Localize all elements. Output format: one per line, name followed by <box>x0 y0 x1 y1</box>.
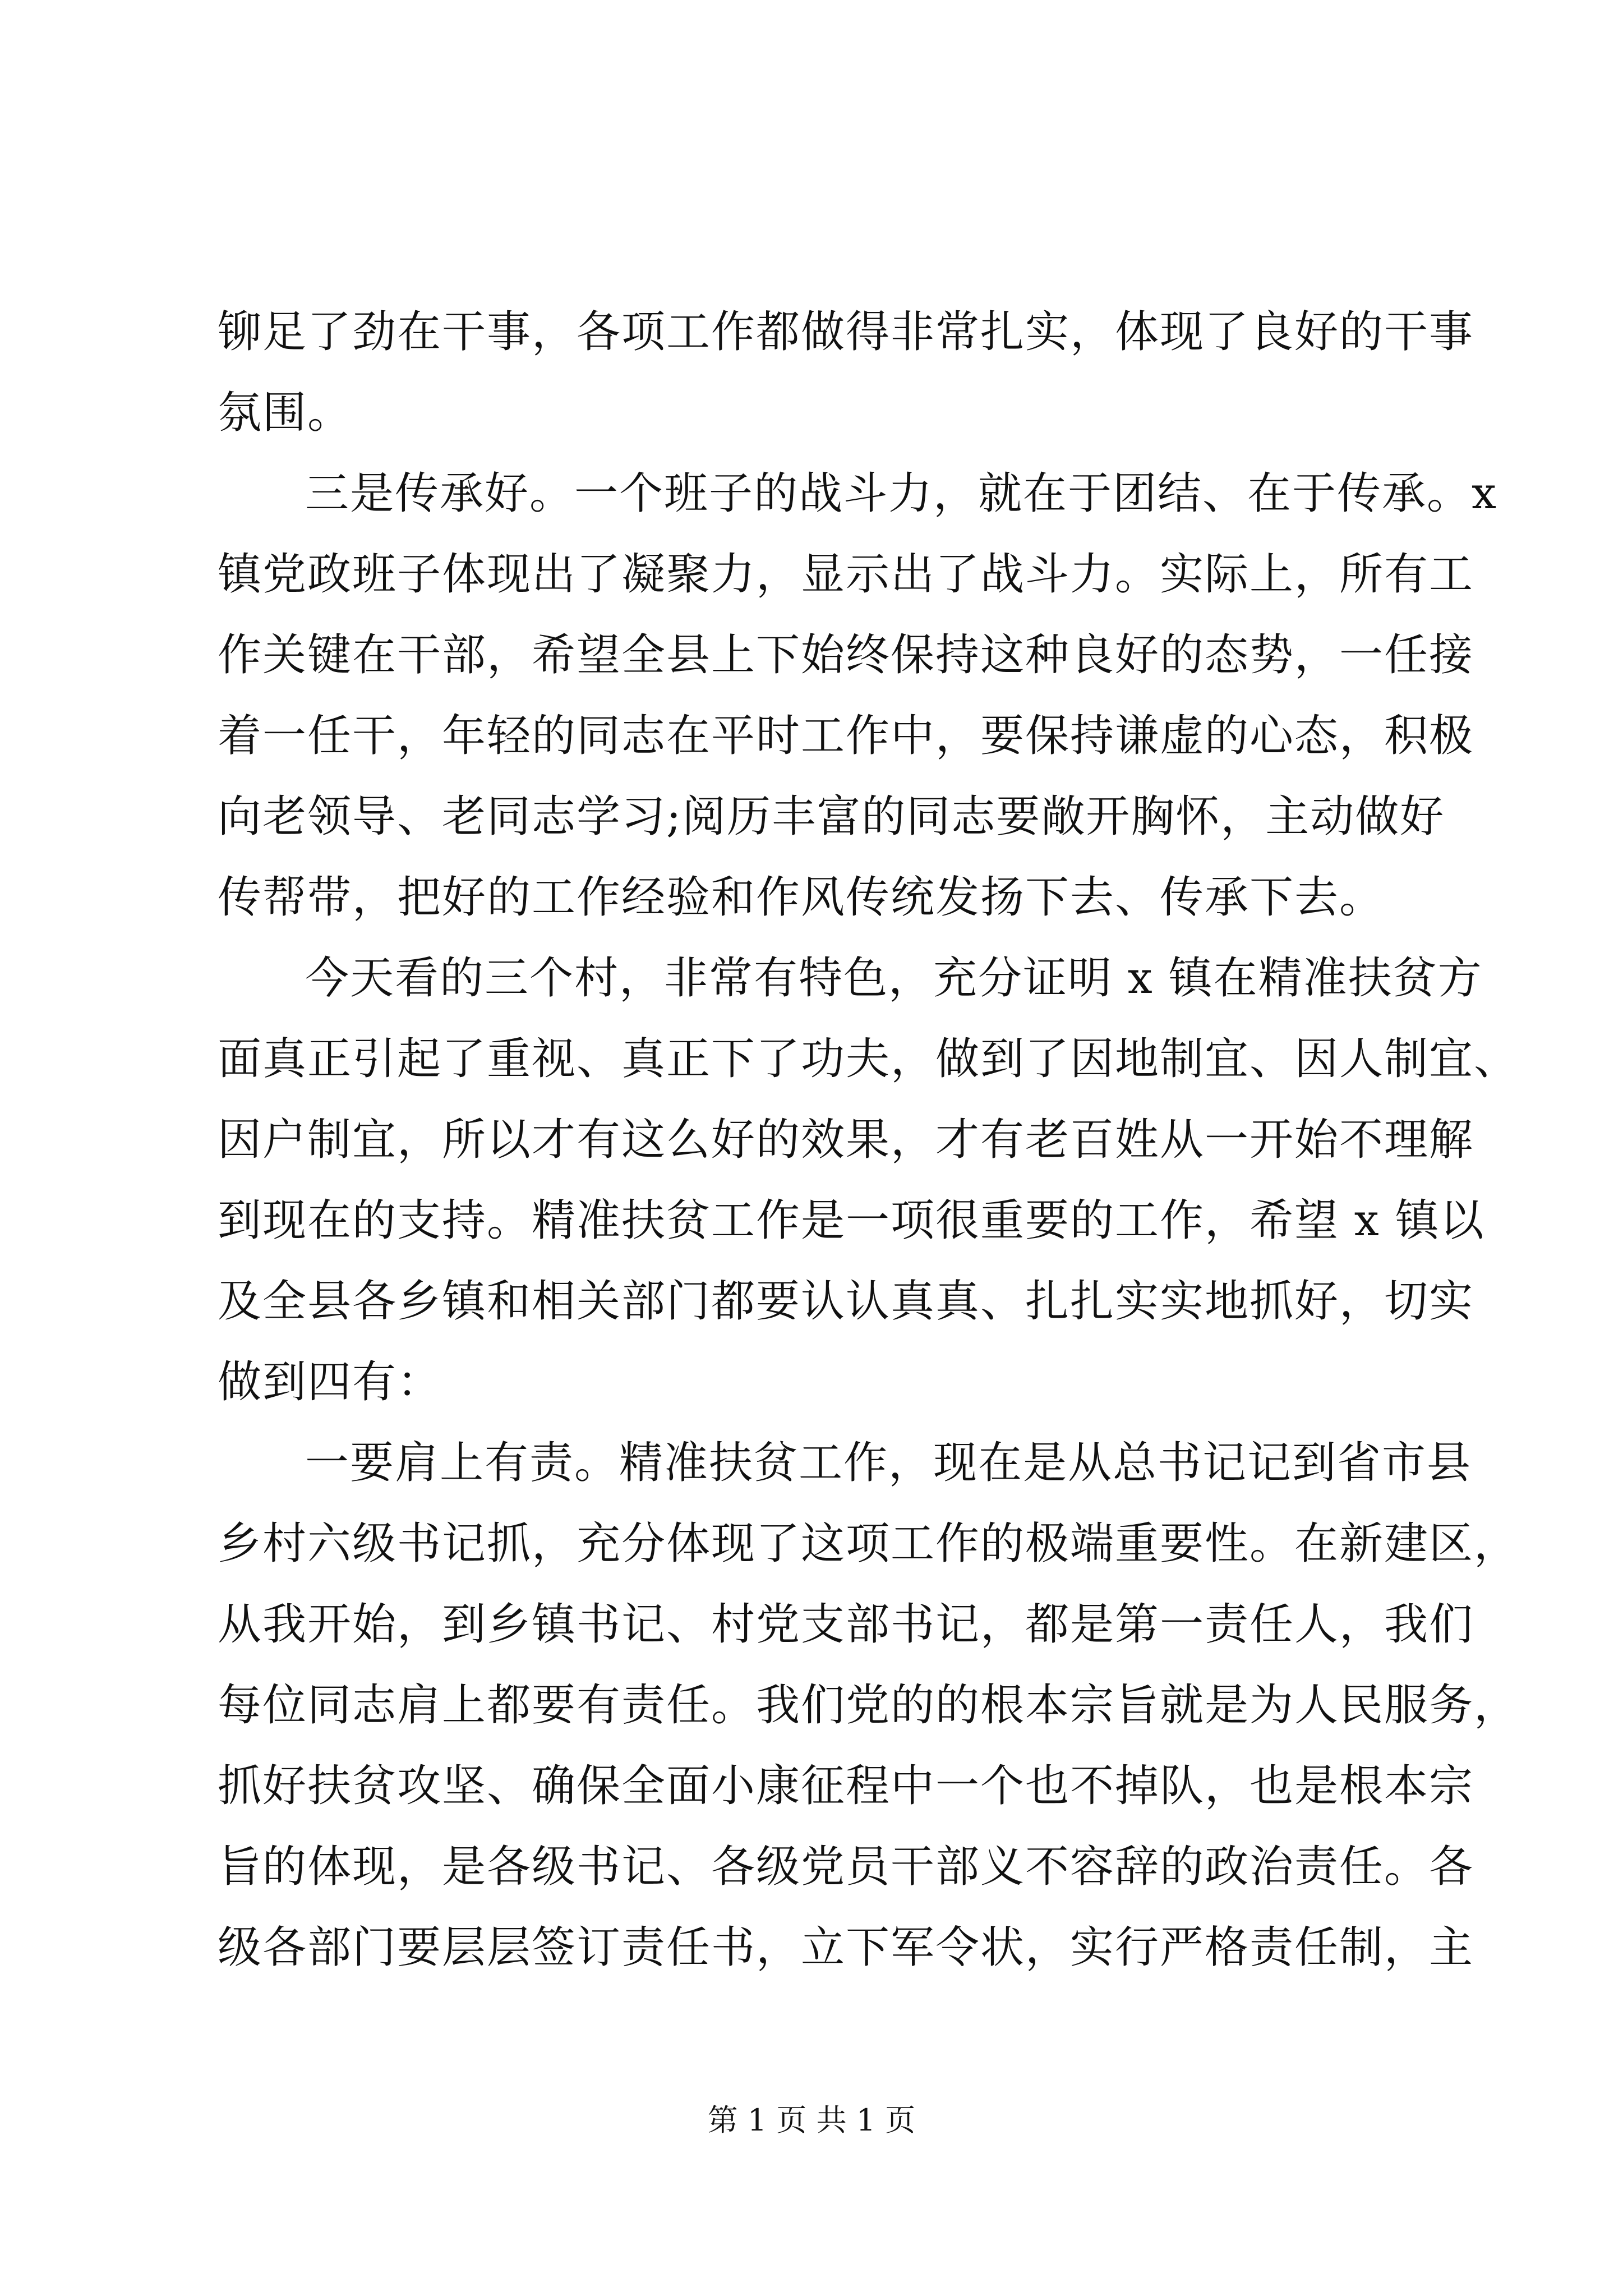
text-line: 及全县各乡镇和相关部门都要认认真真、扎扎实实地抓好，切实 <box>218 1276 1474 1327</box>
paragraph <box>218 1423 1519 1988</box>
text-line: 作关键在干部，希望全县上下始终保持这种良好的态势，一任接 <box>218 630 1474 680</box>
text-line: 做到四有： <box>218 1357 442 1407</box>
text-line: 镇党政班子体现出了凝聚力，显示出了战斗力。实际上，所有工 <box>218 549 1474 600</box>
text-line: 氛围。 <box>218 388 353 438</box>
text-line: 铆足了劲在干事，各项工作都做得非常扎实，体现了良好的干事 <box>218 307 1474 357</box>
paragraph <box>218 292 1474 453</box>
text-line: 抓好扶贫攻坚、确保全面小康征程中一个也不掉队，也是根本宗 <box>218 1761 1474 1811</box>
page-number: 第 1 页 共 1 页 <box>707 2102 916 2138</box>
text-line: 级各部门要层层签订责任书，立下军令状，实行严格责任制，主 <box>218 1922 1474 1973</box>
text-line: 面真正引起了重视、真正下了功夫，做到了因地制宜、因人制宜、 <box>218 1034 1519 1084</box>
paragraph <box>218 938 1519 1423</box>
paragraph <box>218 453 1497 938</box>
text-line: 着一任干，年轻的同志在平时工作中，要保持谦虚的心态，积极 <box>218 711 1474 761</box>
text-line: 向老领导、老同志学习;阅历丰富的同志要敞开胸怀，主动做好 <box>218 792 1445 842</box>
text-line: 乡村六级书记抓，充分体现了这项工作的极端重要性。在新建区， <box>218 1519 1519 1569</box>
text-line: 三是传承好。一个班子的战斗力，就在于团结、在于传承。x <box>305 468 1497 519</box>
text-line: 传帮带，把好的工作经验和作风传统发扬下去、传承下去。 <box>218 872 1385 923</box>
text-line: 从我开始，到乡镇书记、村党支部书记，都是第一责任人，我们 <box>218 1599 1474 1650</box>
text-line: 到现在的支持。精准扶贫工作是一项很重要的工作，希望 x 镇以 <box>218 1195 1485 1246</box>
document-body <box>218 292 1519 1988</box>
text-line: 旨的体现，是各级书记、各级党员干部义不容辞的政治责任。各 <box>218 1842 1474 1892</box>
text-line: 每位同志肩上都要有责任。我们党的的根本宗旨就是为人民服务， <box>218 1680 1519 1731</box>
text-line: 今天看的三个村，非常有特色，充分证明 x 镇在精准扶贫方 <box>305 953 1483 1004</box>
text-line: 一要肩上有责。精准扶贫工作，现在是从总书记记到省市县 <box>305 1438 1472 1488</box>
page-footer <box>0 2098 1623 2143</box>
text-line: 因户制宜，所以才有这么好的效果，才有老百姓从一开始不理解 <box>218 1115 1474 1165</box>
